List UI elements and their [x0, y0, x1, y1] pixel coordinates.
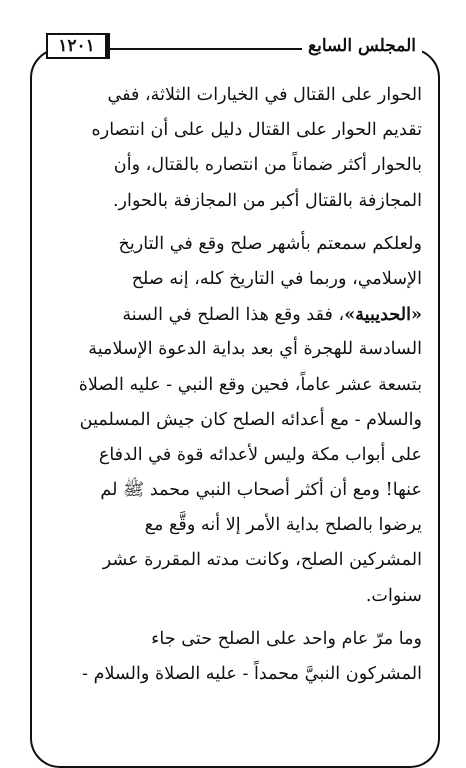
text-line: على أبواب مكة وليس لأعدائه قوة في الدفاع [98, 444, 422, 465]
text-line: بتسعة عشر عاماً، فحين وقع النبي - عليه الصلاة [78, 374, 422, 395]
text-line: المشركون النبيَّ محمداً - عليه الصلاة والسلام - [82, 664, 422, 684]
text-line: «الحديبية»، فقد وقع هذا الصلح في السنة [122, 304, 422, 326]
paragraph-2 [48, 227, 422, 614]
text-line: المجازفة بالقتال أكبر من المجازفة بالحوار. [112, 190, 422, 211]
text-line: السادسة للهجرة أي بعد بداية الدعوة الإسلامية [88, 339, 422, 360]
text-line: بالحوار أكثر ضماناً من انتصاره بالقتال، وأن [113, 155, 422, 176]
text-line: والسلام - مع أعدائه الصلح كان جيش المسلمين [79, 409, 422, 430]
text-line: المشركين الصلح، وكانت مدته المقررة عشر [102, 550, 422, 571]
emphasized-term: «الحديبية» [344, 304, 422, 326]
body-text [48, 78, 422, 692]
chapter-title: المجلس السابع [302, 32, 422, 60]
text-line: عنها! ومع أن أكثر أصحاب النبي محمد ﷺ لم [100, 480, 422, 501]
text-line: تقديم الحوار على القتال دليل على أن انتصاره [91, 120, 422, 141]
text-line: الإسلامي، وربما في التاريخ كله، إنه صلح [131, 268, 422, 289]
text-line: يرضوا بالصلح بداية الأمر إلا أنه وقَّع مع [144, 515, 422, 536]
text-line: سنوات. [365, 585, 422, 606]
text-line: وما مرّ عام واحد على الصلح حتى جاء [151, 628, 422, 649]
paragraph-1 [48, 78, 422, 219]
paragraph-3 [48, 622, 422, 692]
text-line: الحوار على القتال في الخيارات الثلاثة، ففي [107, 85, 422, 105]
text-line: ولعلكم سمعتم بأشهر صلح وقع في التاريخ [118, 233, 422, 254]
page-number: ١٢٠١ [46, 33, 110, 59]
